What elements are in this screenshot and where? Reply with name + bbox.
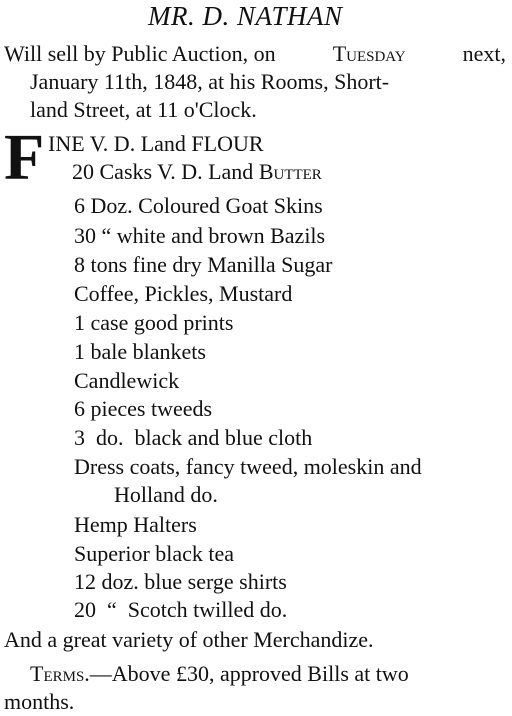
- terms-line-2: months.: [4, 689, 75, 714]
- list-item: 1 bale blankets: [74, 339, 206, 364]
- list-item: Coffee, Pickles, Mustard: [74, 281, 293, 306]
- list-item: 8 tons fine dry Manilla Sugar: [74, 252, 333, 277]
- terms-label: Terms.: [30, 661, 90, 686]
- item-butter-end: Butter: [258, 159, 322, 184]
- list-item: Hemp Halters: [74, 512, 197, 537]
- item-butter-start: 20 Casks V. D. Land: [72, 159, 254, 184]
- list-item: 30 “ white and brown Bazils: [74, 223, 326, 248]
- intro-line-1: [4, 40, 506, 68]
- item-dress-coats: Dress coats, fancy tweed, moleskin and: [74, 454, 422, 479]
- intro-line-2: January 11th, 1848, at his Rooms, Short-: [30, 69, 390, 94]
- list-item: 12 doz. blue serge shirts: [74, 569, 287, 594]
- item-flour: INE V. D. Land FLOUR: [48, 131, 264, 156]
- list-item: Candlewick: [74, 368, 180, 393]
- item-dress-coats-continued: Holland do.: [114, 482, 218, 507]
- list-item: 3 do. black and blue cloth: [74, 425, 313, 450]
- terms-text: —Above £30, approved Bills at two: [89, 661, 409, 686]
- terms-line: [30, 660, 409, 688]
- drop-cap: F: [4, 121, 45, 194]
- list-item: 6 pieces tweeds: [74, 396, 213, 421]
- item-butter: [72, 158, 322, 186]
- intro-text-end: next,: [462, 41, 506, 66]
- intro-line-3: land Street, at 11 o'Clock.: [30, 97, 257, 122]
- auctioneer-heading: MR. D. NATHAN: [148, 1, 343, 31]
- list-item: Superior black tea: [74, 541, 235, 566]
- list-item: 1 case good prints: [74, 310, 234, 335]
- closing-line: And a great variety of other Merchandize.: [4, 627, 374, 652]
- list-item: 6 Doz. Coloured Goat Skins: [74, 193, 323, 218]
- list-item: 20 “ Scotch twilled do.: [74, 597, 288, 622]
- intro-text-start: Will sell by Public Auction, on: [4, 41, 276, 66]
- auction-day: Tuesday: [332, 41, 406, 66]
